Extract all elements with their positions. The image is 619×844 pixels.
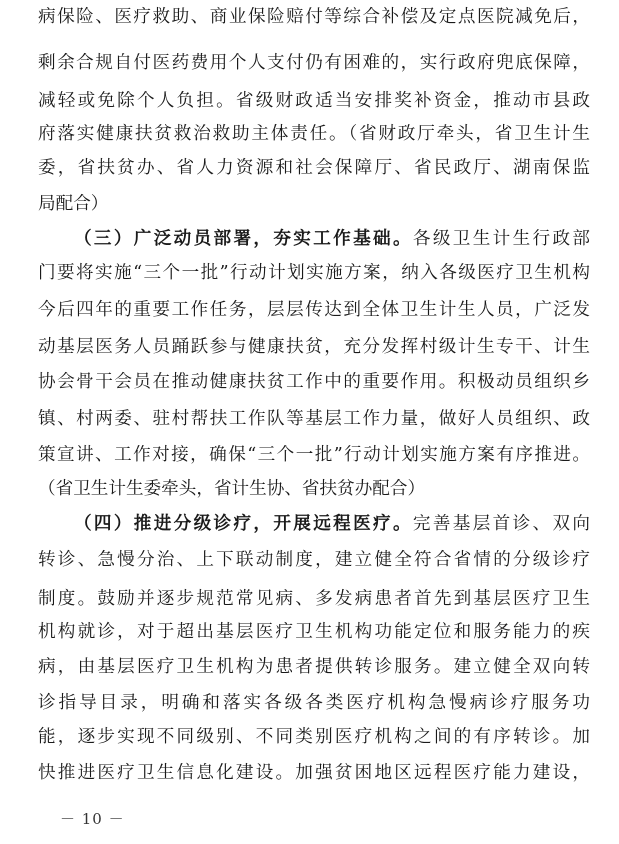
paragraph-line: 转诊、急慢分治、上下联动制度，建立健全符合省情的分级诊疗 — [38, 550, 590, 570]
paragraph-line: 局配合） — [38, 194, 109, 214]
paragraph-line: 委，省扶贫办、省人力资源和社会保障厅、省民政厅、湖南保监 — [38, 158, 590, 178]
paragraph-line: 病保险、医疗救助、商业保险赔付等综合补偿及定点医院减免后， — [38, 7, 590, 27]
paragraph-line: 镇、村两委、驻村帮扶工作队等基层工作力量，做好人员组织、政 — [38, 409, 590, 429]
paragraph-line: （省卫生计生委牵头，省计生协、省扶贫办配合） — [38, 479, 426, 499]
paragraph-line: 快推进医疗卫生信息化建设。加强贫困地区远程医疗能力建设， — [38, 763, 590, 783]
paragraph-line: 病，由基层医疗卫生机构为患者提供转诊服务。建立健全双向转 — [38, 657, 590, 677]
page-number: － 10 － — [60, 810, 125, 828]
paragraph-line: 能，逐步实现不同级别、不同类别医疗机构之间的有序转诊。加 — [38, 727, 590, 747]
paragraph-line: 机构就诊，对于超出基层医疗卫生机构功能定位和服务能力的疾 — [38, 622, 590, 642]
paragraph-line: 剩余合规自付医药费用个人支付仍有困难的，实行政府兜底保障， — [38, 53, 590, 73]
paragraph-line: 动基层医务人员踊跃参与健康扶贫，充分发挥村级计生专干、计生 — [38, 337, 590, 357]
section-text: 完善基层首诊、双向 — [412, 514, 590, 534]
paragraph-line: 府落实健康扶贫救治救助主体责任。（省财政厅牵头，省卫生计生 — [38, 124, 590, 144]
section-heading: （四）推进分级诊疗，开展远程医疗。 — [74, 513, 413, 534]
section-heading-line — [74, 509, 590, 539]
paragraph-line: 制度。鼓励并逐步规范常见病、多发病患者首先到基层医疗卫生 — [38, 589, 590, 609]
section-heading-line — [74, 224, 590, 254]
paragraph-line: 门要将实施“三个一批”行动计划实施方案，纳入各级医疗卫生机构 — [38, 263, 590, 283]
paragraph-line: 减轻或免除个人负担。省级财政适当安排奖补资金，推动市县政 — [38, 91, 590, 111]
paragraph-line: 策宣讲、工作对接，确保“三个一批”行动计划实施方案有序推进。 — [38, 445, 590, 465]
section-text: 各级卫生计生行政部 — [412, 229, 590, 249]
paragraph-line: 今后四年的重要工作任务，层层传达到全体卫生计生人员，广泛发 — [38, 300, 590, 320]
paragraph-line: 诊指导目录，明确和落实各级各类医疗机构急慢病诊疗服务功 — [38, 693, 590, 713]
section-heading: （三）广泛动员部署，夯实工作基础。 — [74, 228, 413, 249]
paragraph-line: 协会骨干会员在推动健康扶贫工作中的重要作用。积极动员组织乡 — [38, 372, 590, 392]
